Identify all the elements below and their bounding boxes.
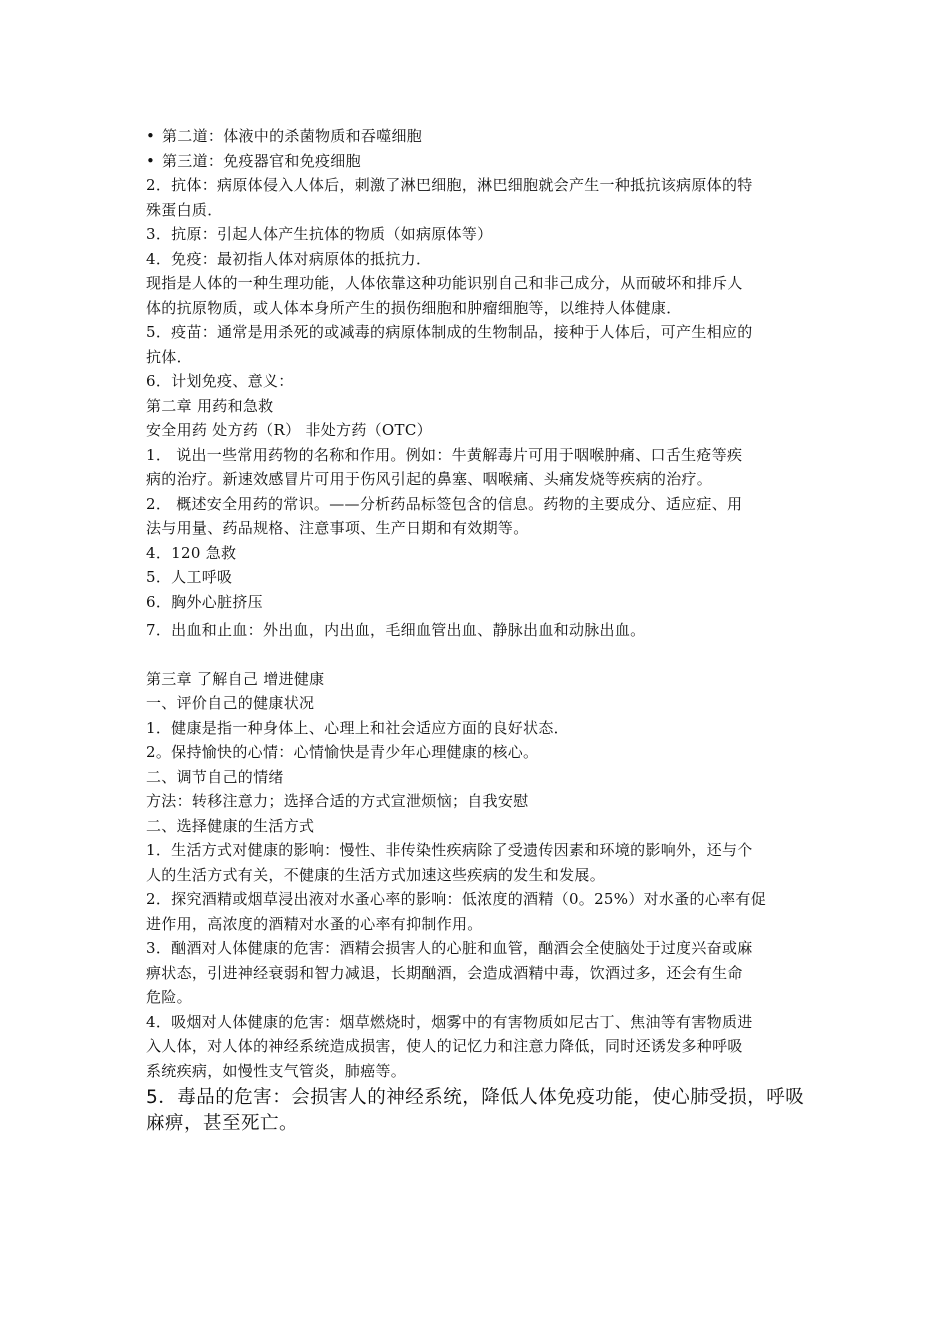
text-line: 4．免疫：最初指人体对病原体的抵抗力．: [146, 249, 432, 268]
text-line: 方法：转移注意力；选择合适的方式宣泄烦恼；自我安慰: [146, 792, 529, 810]
section-heading: 二、调节自己的情绪: [146, 767, 284, 786]
text-line: 现指是人体的一种生理功能，人体依靠这种功能识别自己和非己成分，从而破坏和排斥人: [146, 274, 743, 292]
text-line: 痹状态，引进神经衰弱和智力减退，长期酗酒，会造成酒精中毒，饮酒过多，还会有生命: [146, 963, 743, 982]
text-line: 危险。: [146, 988, 192, 1006]
text-line-immune-second-defense: [146, 124, 816, 149]
blank-line: [146, 643, 816, 667]
text-line: 5．人工呼吸: [146, 568, 233, 586]
text-line-immune-third-defense: [146, 149, 816, 174]
section-heading: 二、选择健康的生活方式: [146, 816, 315, 835]
section-heading: 一、评价自己的健康状况: [146, 694, 315, 712]
line-text: 第二道：体液中的杀菌物质和吞噬细胞: [162, 127, 423, 145]
text-line: 3．抗原：引起人体产生抗体的物质（如病原体等）: [146, 225, 493, 243]
text-line: 4．120 急救: [146, 543, 237, 562]
text-line: 6．胸外心脏挤压: [146, 592, 263, 611]
text-line: 7．出血和止血：外出血，内出血，毛细血管出血、静脉出血和动脉出血。: [146, 621, 646, 639]
text-line: 安全用药 处方药（R） 非处方药（OTC）: [146, 421, 432, 439]
text-line: 2．探究酒精或烟草浸出液对水蚤心率的影响：低浓度的酒精（0。25%）对水蚤的心率有促: [146, 890, 767, 908]
text-line: 殊蛋白质．: [146, 200, 223, 219]
text-line: 法与用量、药品规格、注意事项、生产日期和有效期等。: [146, 519, 529, 537]
text-line: 进作用，高浓度的酒精对水蚤的心率有抑制作用。: [146, 914, 483, 933]
text-line: 2．抗体：病原体侵入人体后，刺激了淋巴细胞，淋巴细胞就会产生一种抵抗该病原体的特: [146, 176, 753, 194]
bullet-icon: •: [146, 151, 156, 170]
text-line: 1．生活方式对健康的影响：慢性、非传染性疾病除了受遗传因素和环境的影响外，还与个: [146, 841, 753, 859]
text-line: 3．酗酒对人体健康的危害：酒精会损害人的心脏和血管，酗酒会全使脑处于过度兴奋或麻: [146, 939, 753, 957]
line-text: 第三道：免疫器官和免疫细胞: [162, 151, 361, 170]
text-line: 5．疫苗：通常是用杀死的或减毒的病原体制成的生物制品，接种于人体后，可产生相应的: [146, 323, 753, 341]
text-line: 人的生活方式有关，不健康的生活方式加速这些疾病的发生和发展。: [146, 865, 606, 884]
text-line: 抗体．: [146, 347, 192, 366]
text-line: 1．健康是指一种身体上、心理上和社会适应方面的良好状态．: [146, 718, 569, 737]
document-page: [146, 124, 816, 1137]
chapter-heading: 第二章 用药和急救: [146, 396, 274, 415]
text-line: 入人体，对人体的神经系统造成损害，使人的记忆力和注意力降低，同时还诱发多种呼吸: [146, 1037, 743, 1055]
text-line: 病的治疗。新速效感冒片可用于伤风引起的鼻塞、咽喉痛、头痛发烧等疾病的治疗。: [146, 470, 713, 488]
text-line: 6．计划免疫、意义：: [146, 372, 294, 390]
text-line: 4．吸烟对人体健康的危害：烟草燃烧时，烟雾中的有害物质如尼古丁、焦油等有害物质进: [146, 1012, 753, 1031]
text-line: 系统疾病，如慢性支气管炎，肺癌等。: [146, 1061, 407, 1080]
chapter-heading: 第三章 了解自己 增进健康: [146, 669, 325, 688]
text-line: 2。保持愉快的心情：心情愉快是青少年心理健康的核心。: [146, 743, 539, 761]
text-line: 2． 概述安全用药的常识。——分析药品标签包含的信息。药物的主要成分、适应症、用: [146, 494, 743, 513]
text-line: 体的抗原物质，或人体本身所产生的损伤细胞和肿瘤细胞等，以维持人体健康．: [146, 298, 682, 317]
text-line: 1． 说出一些常用药物的名称和作用。例如：牛黄解毒片可用于咽喉肿痛、口舌生疮等疾: [146, 445, 743, 464]
bullet-icon: •: [146, 127, 156, 145]
drug-harm-paragraph: 5．毒品的危害：会损害人的神经系统，降低人体免疫功能，使心肺受损，呼吸麻痹，甚至死亡。: [146, 1087, 805, 1134]
